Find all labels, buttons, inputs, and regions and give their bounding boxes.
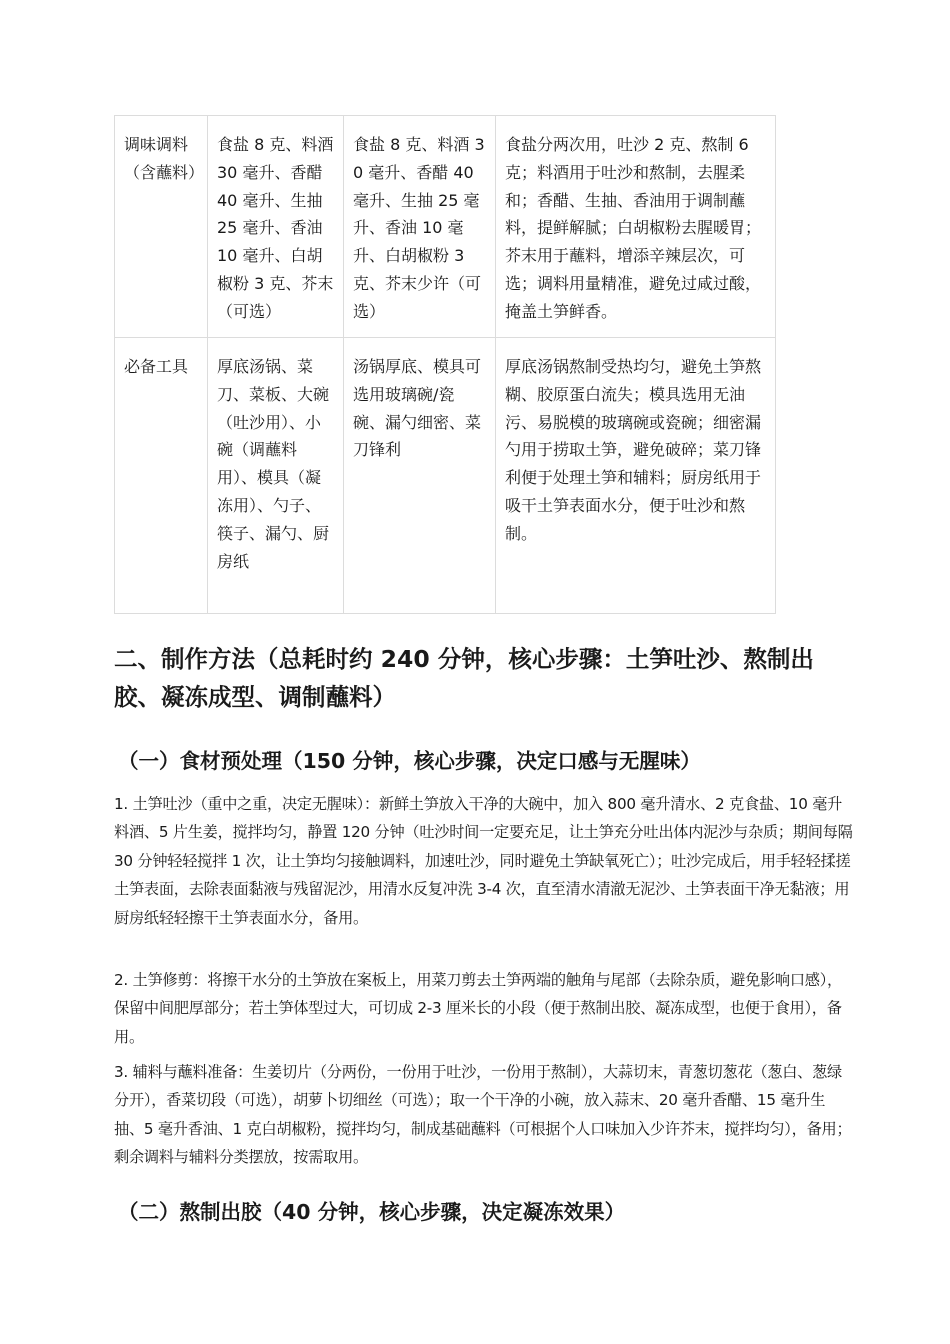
section-heading: 二、制作方法（总耗时约 240 分钟，核心步骤：土笋吐沙、熬制出胶、凝冻成型、调制蘸料）: [114, 645, 814, 711]
table-cell: 食盐分两次用，吐沙 2 克、熬制 6 克；料酒用于吐沙和熬制，去腥柔和；香醋、生抽、香油用于调制蘸料，提鲜解腻；白胡椒粉去腥暖胃；芥末用于蘸料，增添辛辣层次，可选；调料用量精准，避免过咸过酸，掩盖土笋鲜香。: [496, 116, 776, 338]
paragraph: 3. 辅料与蘸料准备：生姜切片（分两份，一份用于吐沙，一份用于熬制），大蒜切末，青葱切葱花（葱白、葱绿分开），香菜切段（可选），胡萝卜切细丝（可选）；取一个干净的小碗，放入蒜末、20 毫升香醋、15 毫升生抽、5 毫升香油、1 克白胡椒粉，搅拌均匀，制成基础蘸料（可根据个人口味加入少许芥末，搅拌均匀），备用；剩余调料与辅料分类摆放，按需取用。: [114, 1063, 852, 1167]
subsection-heading: （二）熬制出胶（40 分钟，核心步骤，决定凝冻效果）: [118, 1200, 626, 1224]
table-cell: 厚底汤锅熬制受热均匀，避免土笋熬糊、胶原蛋白流失；模具选用无油污、易脱模的玻璃碗或瓷碗；细密漏勺用于捞取土笋，避免破碎；菜刀锋利便于处理土笋和辅料；厨房纸用于吸干土笋表面水分，便于吐沙和熬制。: [496, 338, 776, 614]
paragraph: 2. 土笋修剪：将擦干水分的土笋放在案板上，用菜刀剪去土笋两端的触角与尾部（去除杂质，避免影响口感），保留中间肥厚部分；若土笋体型过大，可切成 2-3 厘米长的小段（便于熬制出胶、凝冻成型，也便于食用），备用。: [114, 971, 842, 1046]
table-cell: 食盐 8 克、料酒 30 毫升、香醋 40 毫升、生抽 25 毫升、香油 10 毫升、白胡椒粉 3 克、芥末少许（可选）: [344, 116, 496, 338]
table-cell: 必备工具: [115, 338, 208, 614]
table-cell: 食盐 8 克、料酒 30 毫升、香醋 40 毫升、生抽 25 毫升、香油 10 毫升、白胡椒粉 3 克、芥末（可选）: [208, 116, 344, 338]
table-row: [115, 116, 776, 338]
ingredients-tools-table: [114, 115, 776, 614]
paragraph: 1. 土笋吐沙（重中之重，决定无腥味）：新鲜土笋放入干净的大碗中，加入 800 毫升清水、2 克食盐、10 毫升料酒、5 片生姜，搅拌均匀，静置 120 分钟（吐沙时间一定要充足，让土笋充分吐出体内泥沙与杂质；期间每隔 30 分钟轻轻搅拌 1 次，让土笋均匀接触调料，加速吐沙，同时避免土笋缺氧死亡）；吐沙完成后，用手轻轻揉搓土笋表面，去除表面黏液与残留泥沙，用清水反复冲洗 3-4 次，直至清水清澈无泥沙、土笋表面干净无黏液；用厨房纸轻轻擦干土笋表面水分，备用。: [114, 795, 853, 927]
table-cell: 调味调料（含蘸料）: [115, 116, 208, 338]
table-row: [115, 338, 776, 614]
subsection-heading: （一）食材预处理（150 分钟，核心步骤，决定口感与无腥味）: [118, 749, 701, 773]
table-cell: 厚底汤锅、菜刀、菜板、大碗（吐沙用）、小碗（调蘸料用）、模具（凝冻用）、勺子、筷子、漏勺、厨房纸: [208, 338, 344, 614]
table-cell: 汤锅厚底、模具可选用玻璃碗/瓷碗、漏勺细密、菜刀锋利: [344, 338, 496, 614]
